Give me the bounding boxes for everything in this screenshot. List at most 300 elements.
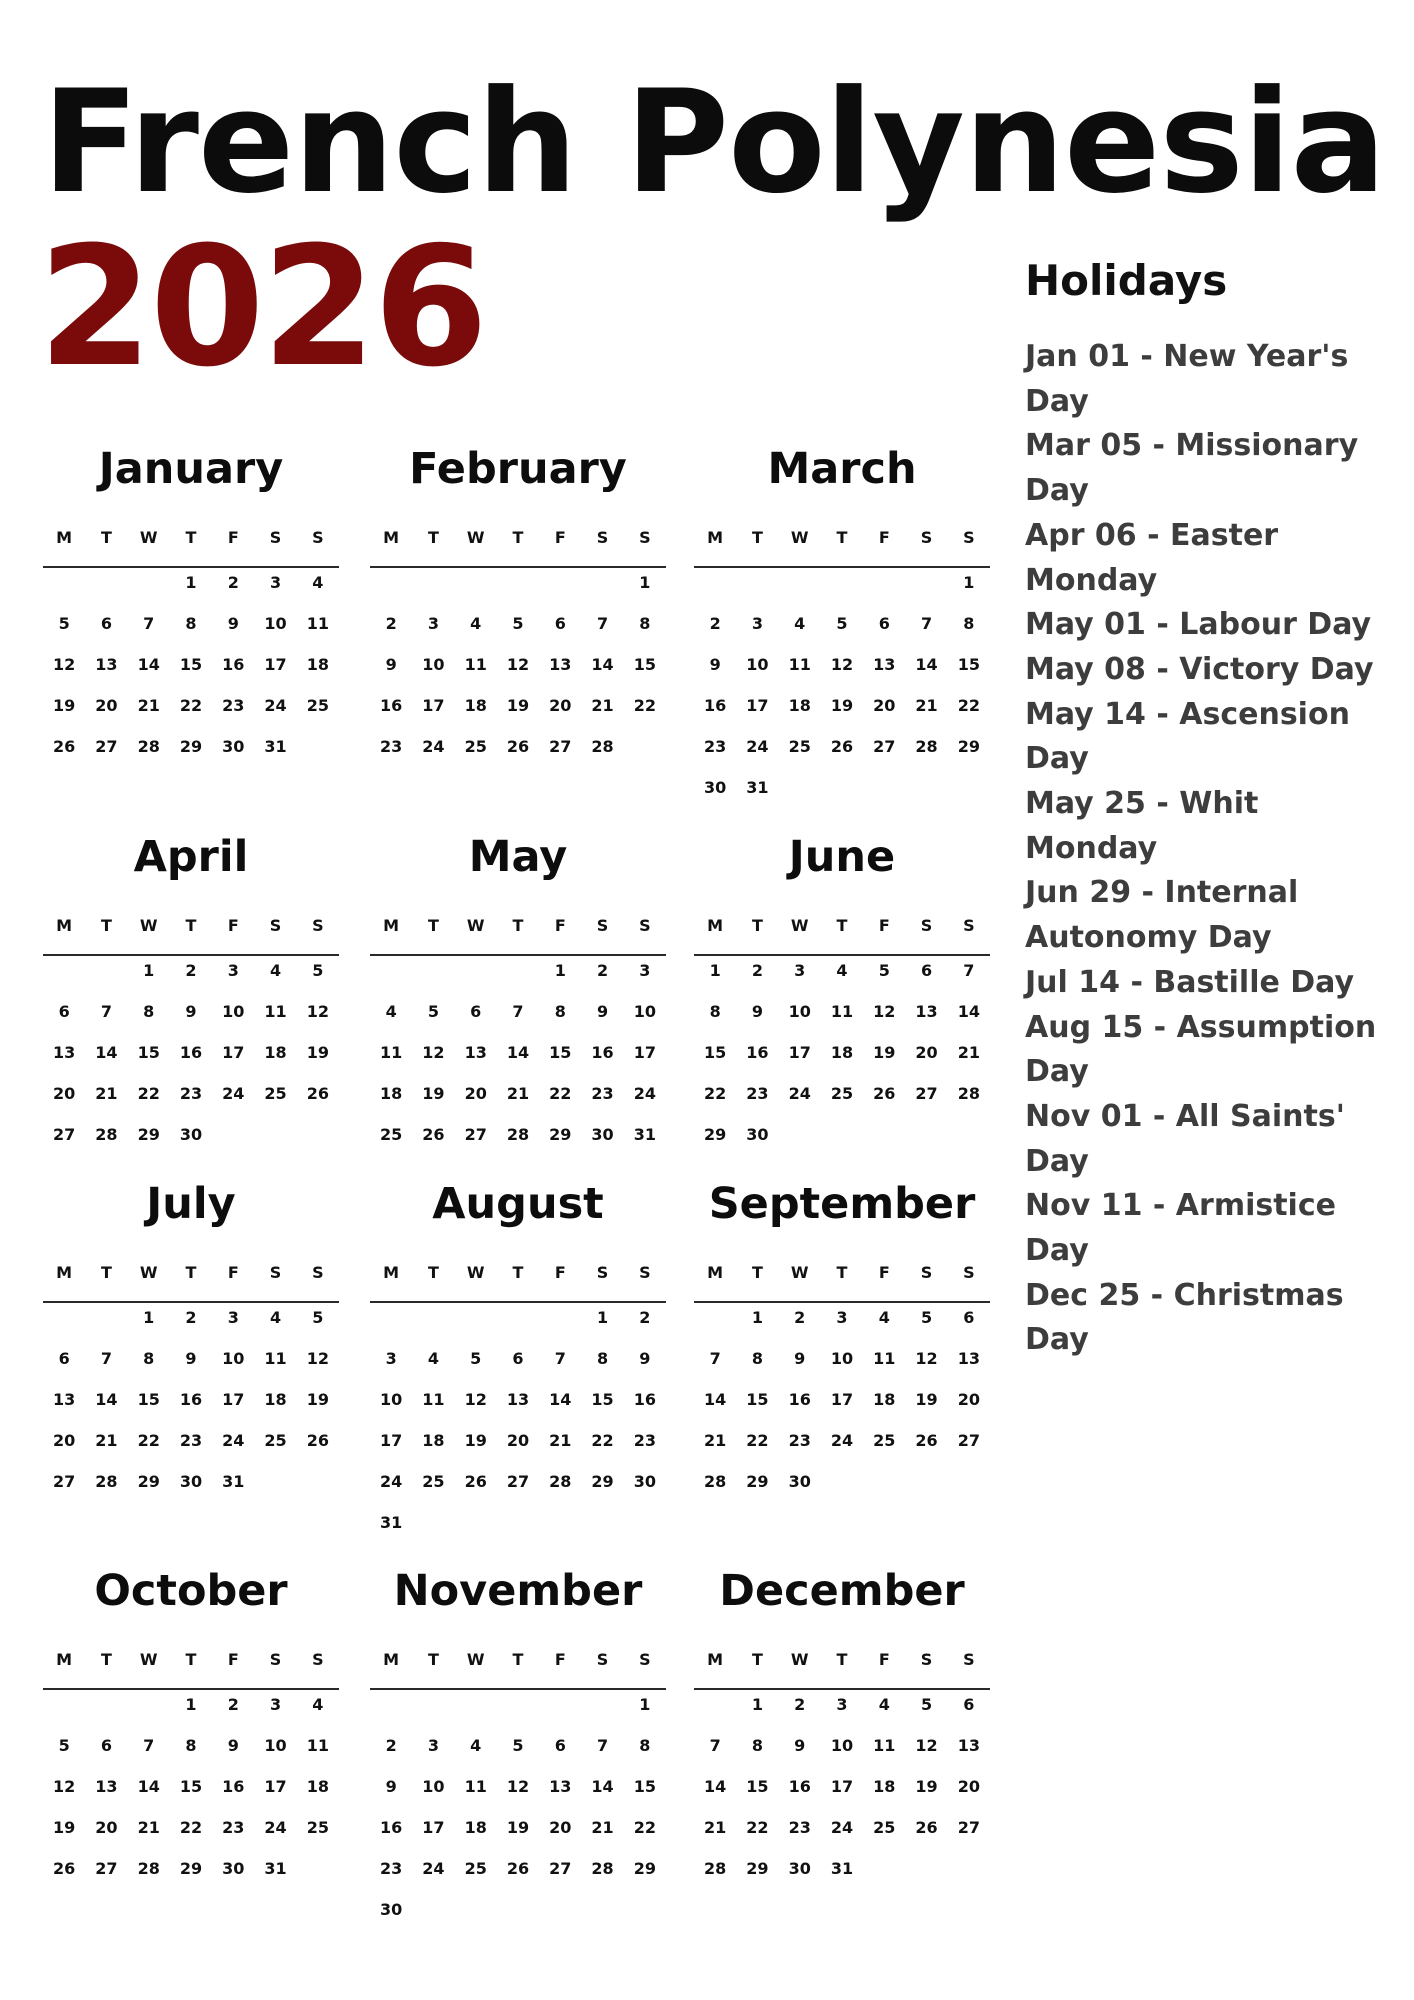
day-cell: 5 [312,961,324,980]
weekday-label: W [139,1263,158,1282]
day-cell: 26 [506,737,530,756]
day-cell: 4 [836,961,848,980]
day-cell: 5 [920,1695,933,1714]
day-cell: 23 [380,737,403,756]
holiday-item: Dec 25 - Christmas Day [1025,1277,1344,1358]
empty-day-cell [85,573,127,614]
day-cell: 28 [591,1859,614,1878]
empty-day-cell [455,961,497,1002]
empty-day-cell [412,961,454,1002]
day-cell: 2 [385,1736,397,1755]
empty-day-cell [455,1695,497,1736]
weekday-label: S [269,916,282,935]
day-cell: 28 [506,1125,530,1144]
empty-day-cell [370,1308,412,1349]
day-cell: 10 [830,1349,854,1368]
day-cell: 27 [53,1125,76,1144]
empty-day-cell [539,1695,581,1736]
day-cell: 20 [506,1431,530,1450]
day-cell: 2 [794,1308,806,1327]
day-cell: 14 [95,1390,118,1409]
day-cell: 10 [422,1777,445,1796]
day-cell: 26 [306,1431,329,1450]
day-cell: 20 [957,1390,980,1409]
day-cell: 22 [746,1431,769,1450]
weekday-label: T [512,528,524,547]
day-cell: 21 [957,1043,980,1062]
day-cell: 5 [512,614,524,633]
day-grid [694,961,990,1166]
day-cell: 9 [227,1736,239,1755]
weekday-label: F [878,1650,890,1669]
day-cell: 19 [53,696,76,715]
day-cell: 26 [873,1084,896,1103]
day-cell: 28 [957,1084,980,1103]
day-cell: 19 [915,1390,938,1409]
day-grid [694,1308,990,1513]
day-cell: 27 [95,1859,118,1878]
weekday-label: M [707,528,724,547]
weekday-header [370,1263,666,1303]
day-cell: 5 [512,1736,524,1755]
day-cell: 5 [427,1002,439,1021]
empty-day-cell [370,573,412,614]
day-cell: 10 [264,614,287,633]
weekday-label: S [963,916,975,935]
weekday-label: S [639,1650,651,1669]
day-cell: 23 [380,1859,403,1878]
weekday-label: S [312,1263,324,1282]
empty-day-cell [779,573,821,614]
empty-day-cell [694,1695,736,1736]
day-cell: 20 [53,1431,76,1450]
weekday-label: W [466,1650,485,1669]
weekday-label: S [312,1650,324,1669]
day-cell: 18 [422,1431,445,1450]
day-cell: 8 [143,1002,155,1021]
day-cell: 16 [179,1043,203,1062]
day-cell: 14 [549,1390,572,1409]
day-cell: 27 [915,1084,938,1103]
day-grid [43,1695,339,1900]
day-cell: 2 [639,1308,651,1327]
day-cell: 6 [100,614,112,633]
weekday-label: T [512,916,524,935]
day-cell: 24 [746,737,769,756]
day-cell: 1 [554,961,566,980]
day-cell: 8 [963,614,975,633]
day-cell: 1 [639,1695,651,1714]
day-cell: 11 [873,1736,896,1755]
day-cell: 28 [137,1859,160,1878]
day-cell: 31 [380,1513,403,1532]
day-cell: 26 [915,1431,938,1450]
day-cell: 8 [185,1736,197,1755]
day-grid [370,1308,666,1554]
day-cell: 21 [591,696,614,715]
day-cell: 3 [227,1308,239,1327]
day-cell: 15 [746,1390,769,1409]
day-cell: 7 [596,1736,609,1755]
day-cell: 8 [709,1002,721,1021]
day-cell: 22 [179,696,203,715]
weekday-label: F [227,1263,239,1282]
day-cell: 24 [830,1431,854,1450]
day-cell: 3 [794,961,806,980]
day-cell: 1 [185,1695,197,1714]
day-cell: 23 [633,1431,656,1450]
weekday-label: T [427,1650,439,1669]
day-cell: 16 [222,655,245,674]
day-cell: 13 [464,1043,487,1062]
weekday-header [694,528,990,568]
day-cell: 12 [53,1777,76,1796]
day-grid [43,1308,339,1513]
empty-day-cell [455,1308,497,1349]
day-cell: 25 [873,1818,896,1837]
weekday-header [370,916,666,956]
day-cell: 4 [427,1349,439,1368]
day-cell: 21 [137,1818,160,1837]
day-cell: 25 [464,737,487,756]
day-cell: 10 [422,655,445,674]
day-cell: 13 [53,1390,76,1409]
weekday-label: W [139,1650,158,1669]
day-cell: 16 [380,696,403,715]
day-cell: 3 [427,1736,439,1755]
day-cell: 30 [222,1859,245,1878]
day-cell: 12 [873,1002,896,1021]
day-cell: 29 [137,1472,160,1491]
day-cell: 30 [179,1125,203,1144]
day-cell: 16 [179,1390,203,1409]
day-cell: 23 [788,1818,811,1837]
day-cell: 17 [222,1043,245,1062]
day-cell: 29 [179,737,203,756]
day-cell: 14 [957,1002,980,1021]
day-cell: 6 [100,1736,112,1755]
day-cell: 22 [633,1818,656,1837]
day-cell: 14 [704,1390,727,1409]
day-cell: 17 [633,1043,656,1062]
holiday-item: Mar 05 - Missionary Day [1025,428,1359,509]
day-cell: 2 [185,1308,197,1327]
day-cell: 4 [470,1736,482,1755]
weekday-label: T [512,1263,524,1282]
day-cell: 16 [788,1390,811,1409]
day-cell: 13 [95,655,118,674]
day-cell: 28 [591,737,614,756]
weekday-label: S [639,1263,651,1282]
day-cell: 25 [464,1859,487,1878]
weekday-label: F [878,528,890,547]
weekday-label: M [707,916,724,935]
day-cell: 9 [794,1349,806,1368]
day-cell: 4 [385,1002,397,1021]
day-cell: 1 [751,1308,763,1327]
weekday-label: F [554,1650,566,1669]
day-cell: 20 [95,1818,118,1837]
day-cell: 12 [506,655,530,674]
day-cell: 16 [380,1818,403,1837]
day-cell: 31 [633,1125,656,1144]
day-cell: 29 [957,737,980,756]
day-cell: 15 [746,1777,769,1796]
day-cell: 2 [227,1695,239,1714]
day-cell: 22 [704,1084,727,1103]
day-cell: 10 [222,1349,245,1368]
empty-day-cell [694,573,736,614]
day-cell: 17 [264,655,287,674]
holiday-item: May 25 - Whit Monday [1025,786,1259,866]
day-cell: 25 [873,1431,896,1450]
day-cell: 28 [95,1472,118,1491]
day-cell: 12 [53,655,76,674]
empty-day-cell [497,1695,539,1736]
weekday-label: S [920,916,933,935]
day-cell: 6 [58,1349,70,1368]
day-cell: 6 [963,1695,975,1714]
day-cell: 15 [633,655,656,674]
day-cell: 13 [549,1777,572,1796]
weekday-label: T [427,528,439,547]
weekday-header [694,916,990,956]
day-cell: 9 [385,1777,397,1796]
empty-day-cell [128,573,170,614]
empty-day-cell [694,1308,736,1349]
weekday-label: T [427,916,439,935]
day-cell: 25 [380,1125,403,1144]
weekday-label: S [639,916,651,935]
weekday-label: M [56,528,73,547]
day-cell: 11 [464,1777,487,1796]
day-cell: 22 [746,1818,769,1837]
day-cell: 23 [222,696,245,715]
day-cell: 10 [788,1002,811,1021]
holiday-item: May 01 - Labour Day [1025,607,1372,643]
day-cell: 18 [464,1818,487,1837]
day-cell: 11 [788,655,811,674]
day-cell: 15 [957,655,980,674]
day-cell: 23 [788,1431,811,1450]
empty-day-cell [370,961,412,1002]
day-cell: 9 [751,1002,763,1021]
day-cell: 29 [704,1125,727,1144]
day-cell: 3 [227,961,239,980]
weekday-label: T [185,916,197,935]
weekday-label: T [512,1650,524,1669]
day-cell: 10 [830,1736,854,1755]
day-cell: 27 [95,737,118,756]
day-cell: 21 [549,1431,572,1450]
weekday-label: T [185,1263,197,1282]
day-cell: 12 [830,655,854,674]
day-cell: 3 [836,1695,848,1714]
day-cell: 20 [915,1043,938,1062]
page-title: French Polynesia [42,60,1386,225]
day-cell: 17 [830,1777,854,1796]
weekday-label: T [836,528,848,547]
weekday-label: S [312,916,324,935]
month-name: May [468,832,568,882]
day-cell: 7 [512,1002,524,1021]
holiday-item: Jan 01 - New Year's Day [1025,339,1349,419]
weekday-label: M [707,1263,724,1282]
weekday-label: W [790,1263,809,1282]
weekday-label: M [383,528,400,547]
day-cell: 17 [222,1390,245,1409]
day-cell: 18 [264,1043,287,1062]
weekday-header [43,1263,339,1303]
day-cell: 26 [306,1084,329,1103]
day-cell: 2 [709,614,721,633]
day-cell: 26 [506,1859,530,1878]
day-cell: 22 [137,1431,160,1450]
day-grid [43,573,339,778]
day-cell: 13 [95,1777,118,1796]
day-cell: 21 [704,1818,727,1837]
empty-day-cell [412,1695,454,1736]
day-cell: 18 [788,696,811,715]
day-cell: 24 [380,1472,403,1491]
weekday-label: S [269,1263,282,1282]
day-cell: 14 [591,1777,614,1796]
weekday-label: F [554,528,566,547]
day-cell: 26 [464,1472,487,1491]
weekday-label: S [596,1263,609,1282]
empty-day-cell [412,1308,454,1349]
month-name: January [98,444,284,494]
day-cell: 27 [549,1859,572,1878]
weekday-label: S [312,528,324,547]
day-cell: 8 [554,1002,566,1021]
weekday-label: F [227,528,239,547]
weekday-header [43,916,339,956]
day-cell: 3 [836,1308,848,1327]
day-cell: 2 [185,961,197,980]
day-cell: 5 [58,1736,70,1755]
day-cell: 3 [385,1349,397,1368]
day-cell: 8 [596,1349,609,1368]
day-cell: 22 [137,1084,160,1103]
day-cell: 11 [380,1043,403,1062]
day-cell: 24 [422,737,445,756]
day-cell: 24 [422,1859,445,1878]
day-cell: 4 [312,573,324,592]
day-cell: 14 [137,1777,160,1796]
weekday-label: S [596,916,609,935]
day-cell: 24 [222,1431,245,1450]
day-cell: 25 [830,1084,854,1103]
day-cell: 29 [549,1125,572,1144]
day-cell: 29 [137,1125,160,1144]
day-cell: 16 [222,1777,245,1796]
day-cell: 26 [53,1859,76,1878]
weekday-label: M [383,1263,400,1282]
holiday-item: Nov 11 - Armistice Day [1025,1188,1336,1269]
day-cell: 17 [788,1043,811,1062]
day-cell: 24 [264,1818,287,1837]
empty-day-cell [581,573,623,614]
weekday-header [43,1650,339,1690]
weekday-label: T [185,1650,197,1669]
day-cell: 11 [422,1390,445,1409]
day-cell: 4 [470,614,482,633]
day-cell: 17 [830,1390,854,1409]
day-cell: 18 [380,1084,403,1103]
day-cell: 2 [751,961,763,980]
weekday-label: F [554,916,566,935]
weekday-header [694,1650,990,1690]
empty-day-cell [821,573,863,614]
day-cell: 26 [830,737,854,756]
day-cell: 30 [179,1472,203,1491]
day-cell: 3 [639,961,651,980]
day-cell: 11 [306,1736,329,1755]
day-cell: 17 [422,1818,445,1837]
day-cell: 21 [95,1084,118,1103]
weekday-label: T [100,1650,112,1669]
day-cell: 4 [878,1308,890,1327]
day-cell: 31 [222,1472,245,1491]
day-cell: 8 [639,1736,651,1755]
day-cell: 6 [554,1736,566,1755]
day-cell: 28 [95,1125,118,1144]
day-cell: 27 [464,1125,487,1144]
weekday-label: S [963,1263,975,1282]
day-cell: 19 [915,1777,938,1796]
weekday-label: F [227,916,239,935]
weekday-header [694,1263,990,1303]
holiday-item: Jun 29 - Internal Autonomy Day [1025,875,1299,956]
day-cell: 23 [704,737,727,756]
day-cell: 4 [269,1308,282,1327]
day-cell: 5 [920,1308,933,1327]
day-cell: 27 [53,1472,76,1491]
month-name: July [146,1179,236,1229]
day-cell: 3 [269,1695,282,1714]
weekday-label: W [466,916,485,935]
day-cell: 11 [264,1002,287,1021]
day-cell: 4 [794,614,806,633]
day-cell: 14 [915,655,938,674]
weekday-label: T [100,1263,112,1282]
day-cell: 10 [633,1002,656,1021]
day-cell: 28 [915,737,938,756]
day-cell: 7 [554,1349,566,1368]
day-cell: 26 [422,1125,445,1144]
day-cell: 28 [704,1472,727,1491]
day-cell: 19 [422,1084,445,1103]
day-cell: 14 [95,1043,118,1062]
day-cell: 22 [591,1431,614,1450]
empty-day-cell [497,961,539,1002]
weekday-label: W [466,1263,485,1282]
day-cell: 15 [704,1043,727,1062]
day-cell: 20 [873,696,896,715]
weekday-label: W [790,916,809,935]
weekday-header [370,528,666,568]
day-cell: 9 [185,1002,197,1021]
weekday-label: T [100,916,112,935]
day-cell: 3 [751,614,763,633]
weekday-label: T [751,528,763,547]
day-cell: 25 [422,1472,445,1491]
day-cell: 20 [549,696,572,715]
day-cell: 15 [633,1777,656,1796]
month-name: March [767,444,917,494]
day-cell: 28 [137,737,160,756]
